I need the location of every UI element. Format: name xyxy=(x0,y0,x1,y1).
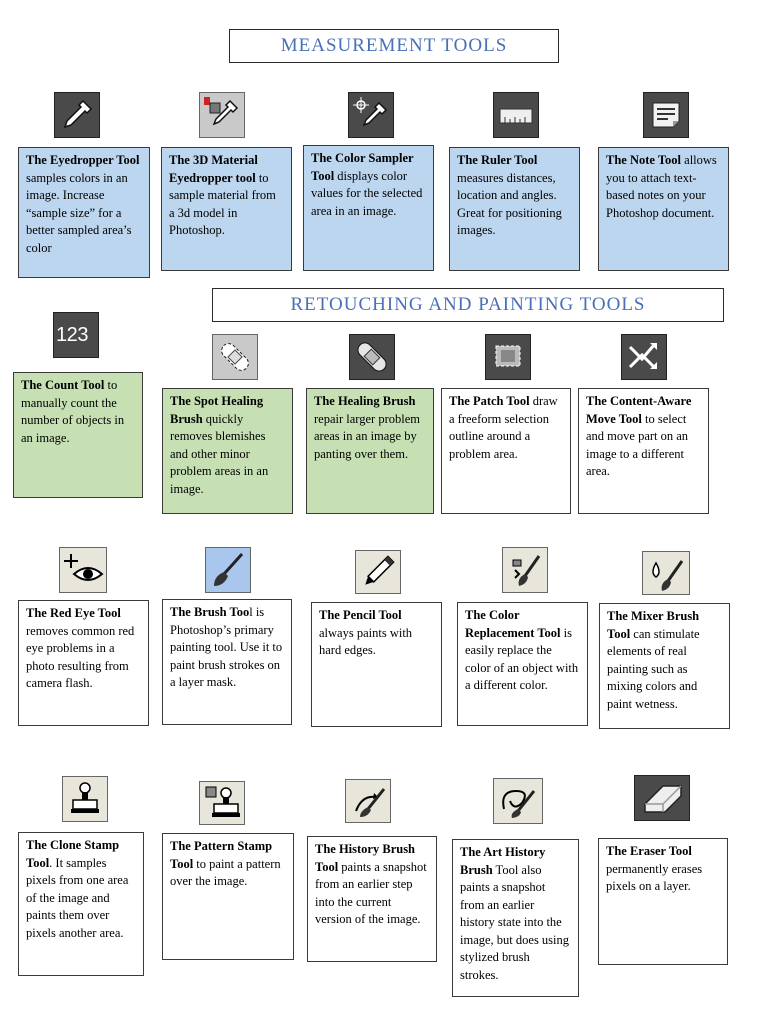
spot-healing-brush-icon xyxy=(212,334,258,380)
eyedropper-desc: samples colors in an image. Increase “sample size” for a better sampled area’s color xyxy=(26,170,132,255)
red-eye-icon xyxy=(59,547,107,593)
history-brush-icon xyxy=(345,779,391,823)
red-eye-card xyxy=(18,600,149,726)
spot-healing-card xyxy=(162,388,293,514)
color-sampler-icon xyxy=(348,92,394,138)
content-aware-move-title: The Content-Aware Move Tool xyxy=(586,394,692,426)
patch-card xyxy=(441,388,571,514)
ruler-title: The Ruler Tool xyxy=(457,153,538,167)
eyedropper-title: The Eyedropper Tool xyxy=(26,153,140,167)
3d-material-eyedropper-desc: to sample material from a 3d model in Photoshop. xyxy=(169,170,276,237)
red-eye-title: The Red Eye Tool xyxy=(26,606,121,620)
eyedropper-card xyxy=(18,147,150,278)
ruler-card xyxy=(449,147,580,271)
eyedropper-icon xyxy=(54,92,100,138)
count-icon xyxy=(53,312,99,358)
mixer-brush-title: The Mixer Brush Tool xyxy=(607,609,700,641)
count-title: The Count Tool xyxy=(21,378,105,392)
art-history-brush-desc: Tool also paints a snapshot from an earlier history state into the image, but does using stylized brush strokes. xyxy=(460,862,570,982)
history-brush-desc: paints a snapshot from an earlier step into the current version of the image. xyxy=(315,859,427,926)
clone-stamp-card xyxy=(18,832,144,976)
patch-desc: draw a freeform selection outline around a problem area. xyxy=(449,394,558,461)
pattern-stamp-desc: to paint a pattern over the image. xyxy=(170,856,281,888)
brush-desc: l is Photoshop’s primary painting tool. Use it to paint brush strokes on a layer mask. xyxy=(170,605,283,689)
count-desc: to manually count the number of objects in an image. xyxy=(21,378,125,445)
brush-icon xyxy=(205,547,251,593)
pencil-icon xyxy=(355,550,401,594)
healing-brush-title: The Healing Brush xyxy=(314,394,416,408)
content-aware-move-icon xyxy=(621,334,667,380)
history-brush-card xyxy=(307,836,437,962)
content-aware-move-card xyxy=(578,388,709,514)
3d-material-eyedropper-card xyxy=(161,147,292,271)
spot-healing-title: The Spot Healing Brush xyxy=(170,394,264,426)
color-sampler-card xyxy=(303,145,434,271)
pattern-stamp-title: The Pattern Stamp Tool xyxy=(170,839,273,871)
note-title: The Note Tool xyxy=(606,153,682,167)
healing-brush-desc: repair larger problem areas in an image by panting over them. xyxy=(314,411,420,461)
count-card xyxy=(13,372,143,498)
healing-brush-icon xyxy=(349,334,395,380)
pencil-desc: always paints with hard edges. xyxy=(319,625,413,657)
eraser-title: The Eraser Tool xyxy=(606,844,692,858)
color-sampler-desc: displays color values for the selected area in an image. xyxy=(311,168,423,218)
clone-stamp-desc: . It samples pixels from one area of the image and paints them over pixels another area. xyxy=(26,855,129,940)
note-desc: allows you to attach text-based notes on your Photoshop document. xyxy=(606,153,717,220)
spot-healing-desc: quickly removes blemishes and other minor problem areas in an image. xyxy=(170,411,269,496)
eraser-icon xyxy=(634,775,690,821)
clone-stamp-icon xyxy=(62,776,108,822)
count-icon-text: 1 2 3 xyxy=(56,323,86,346)
art-history-brush-card xyxy=(452,839,579,997)
brush-card xyxy=(162,599,292,725)
color-sampler-title: The Color Sampler Tool xyxy=(311,151,414,183)
note-icon xyxy=(643,92,689,138)
color-replacement-title: The Color Replacement Tool xyxy=(465,608,561,640)
pencil-card xyxy=(311,602,442,727)
pattern-stamp-icon xyxy=(199,781,245,825)
patch-icon xyxy=(485,334,531,380)
mixer-brush-card xyxy=(599,603,730,729)
pencil-title: The Pencil Tool xyxy=(319,608,402,622)
healing-brush-card xyxy=(306,388,434,514)
note-card xyxy=(598,147,729,271)
mixer-brush-desc: can stimulate elements of real painting such as mixing colors and paint wetness. xyxy=(607,626,700,711)
mixer-brush-icon xyxy=(642,551,690,595)
3d-material-eyedropper-icon xyxy=(199,92,245,138)
retouching-heading-text: RETOUCHING AND PAINTING TOOLS xyxy=(290,294,646,315)
eraser-card xyxy=(598,838,728,965)
brush-title: The Brush Too xyxy=(170,605,250,619)
measurement-tools-heading xyxy=(229,29,559,63)
history-brush-title: The History Brush Tool xyxy=(315,842,416,874)
patch-title: The Patch Tool xyxy=(449,394,530,408)
red-eye-desc: removes common red eye problems in a photo resulting from camera flash. xyxy=(26,623,135,690)
ruler-icon xyxy=(493,92,539,138)
art-history-brush-icon xyxy=(493,778,543,824)
pattern-stamp-card xyxy=(162,833,294,960)
clone-stamp-title: The Clone Stamp Tool xyxy=(26,838,120,870)
measurement-heading-text: MEASUREMENT TOOLS xyxy=(280,35,508,56)
art-history-brush-title: The Art History Brush xyxy=(460,845,546,877)
color-replacement-icon xyxy=(502,547,548,593)
retouching-tools-heading xyxy=(212,288,724,322)
color-replacement-desc: is easily replace the color of an object with a different color. xyxy=(465,625,579,692)
3d-material-eyedropper-title: The 3D Material Eyedropper tool xyxy=(169,153,258,185)
eraser-desc: permanently erases pixels on a layer. xyxy=(606,861,703,893)
content-aware-move-desc: to select and move part on an image to a different area. xyxy=(586,411,689,478)
color-replacement-card xyxy=(457,602,588,726)
ruler-desc: measures distances, location and angles. Great for positioning images. xyxy=(457,170,562,237)
